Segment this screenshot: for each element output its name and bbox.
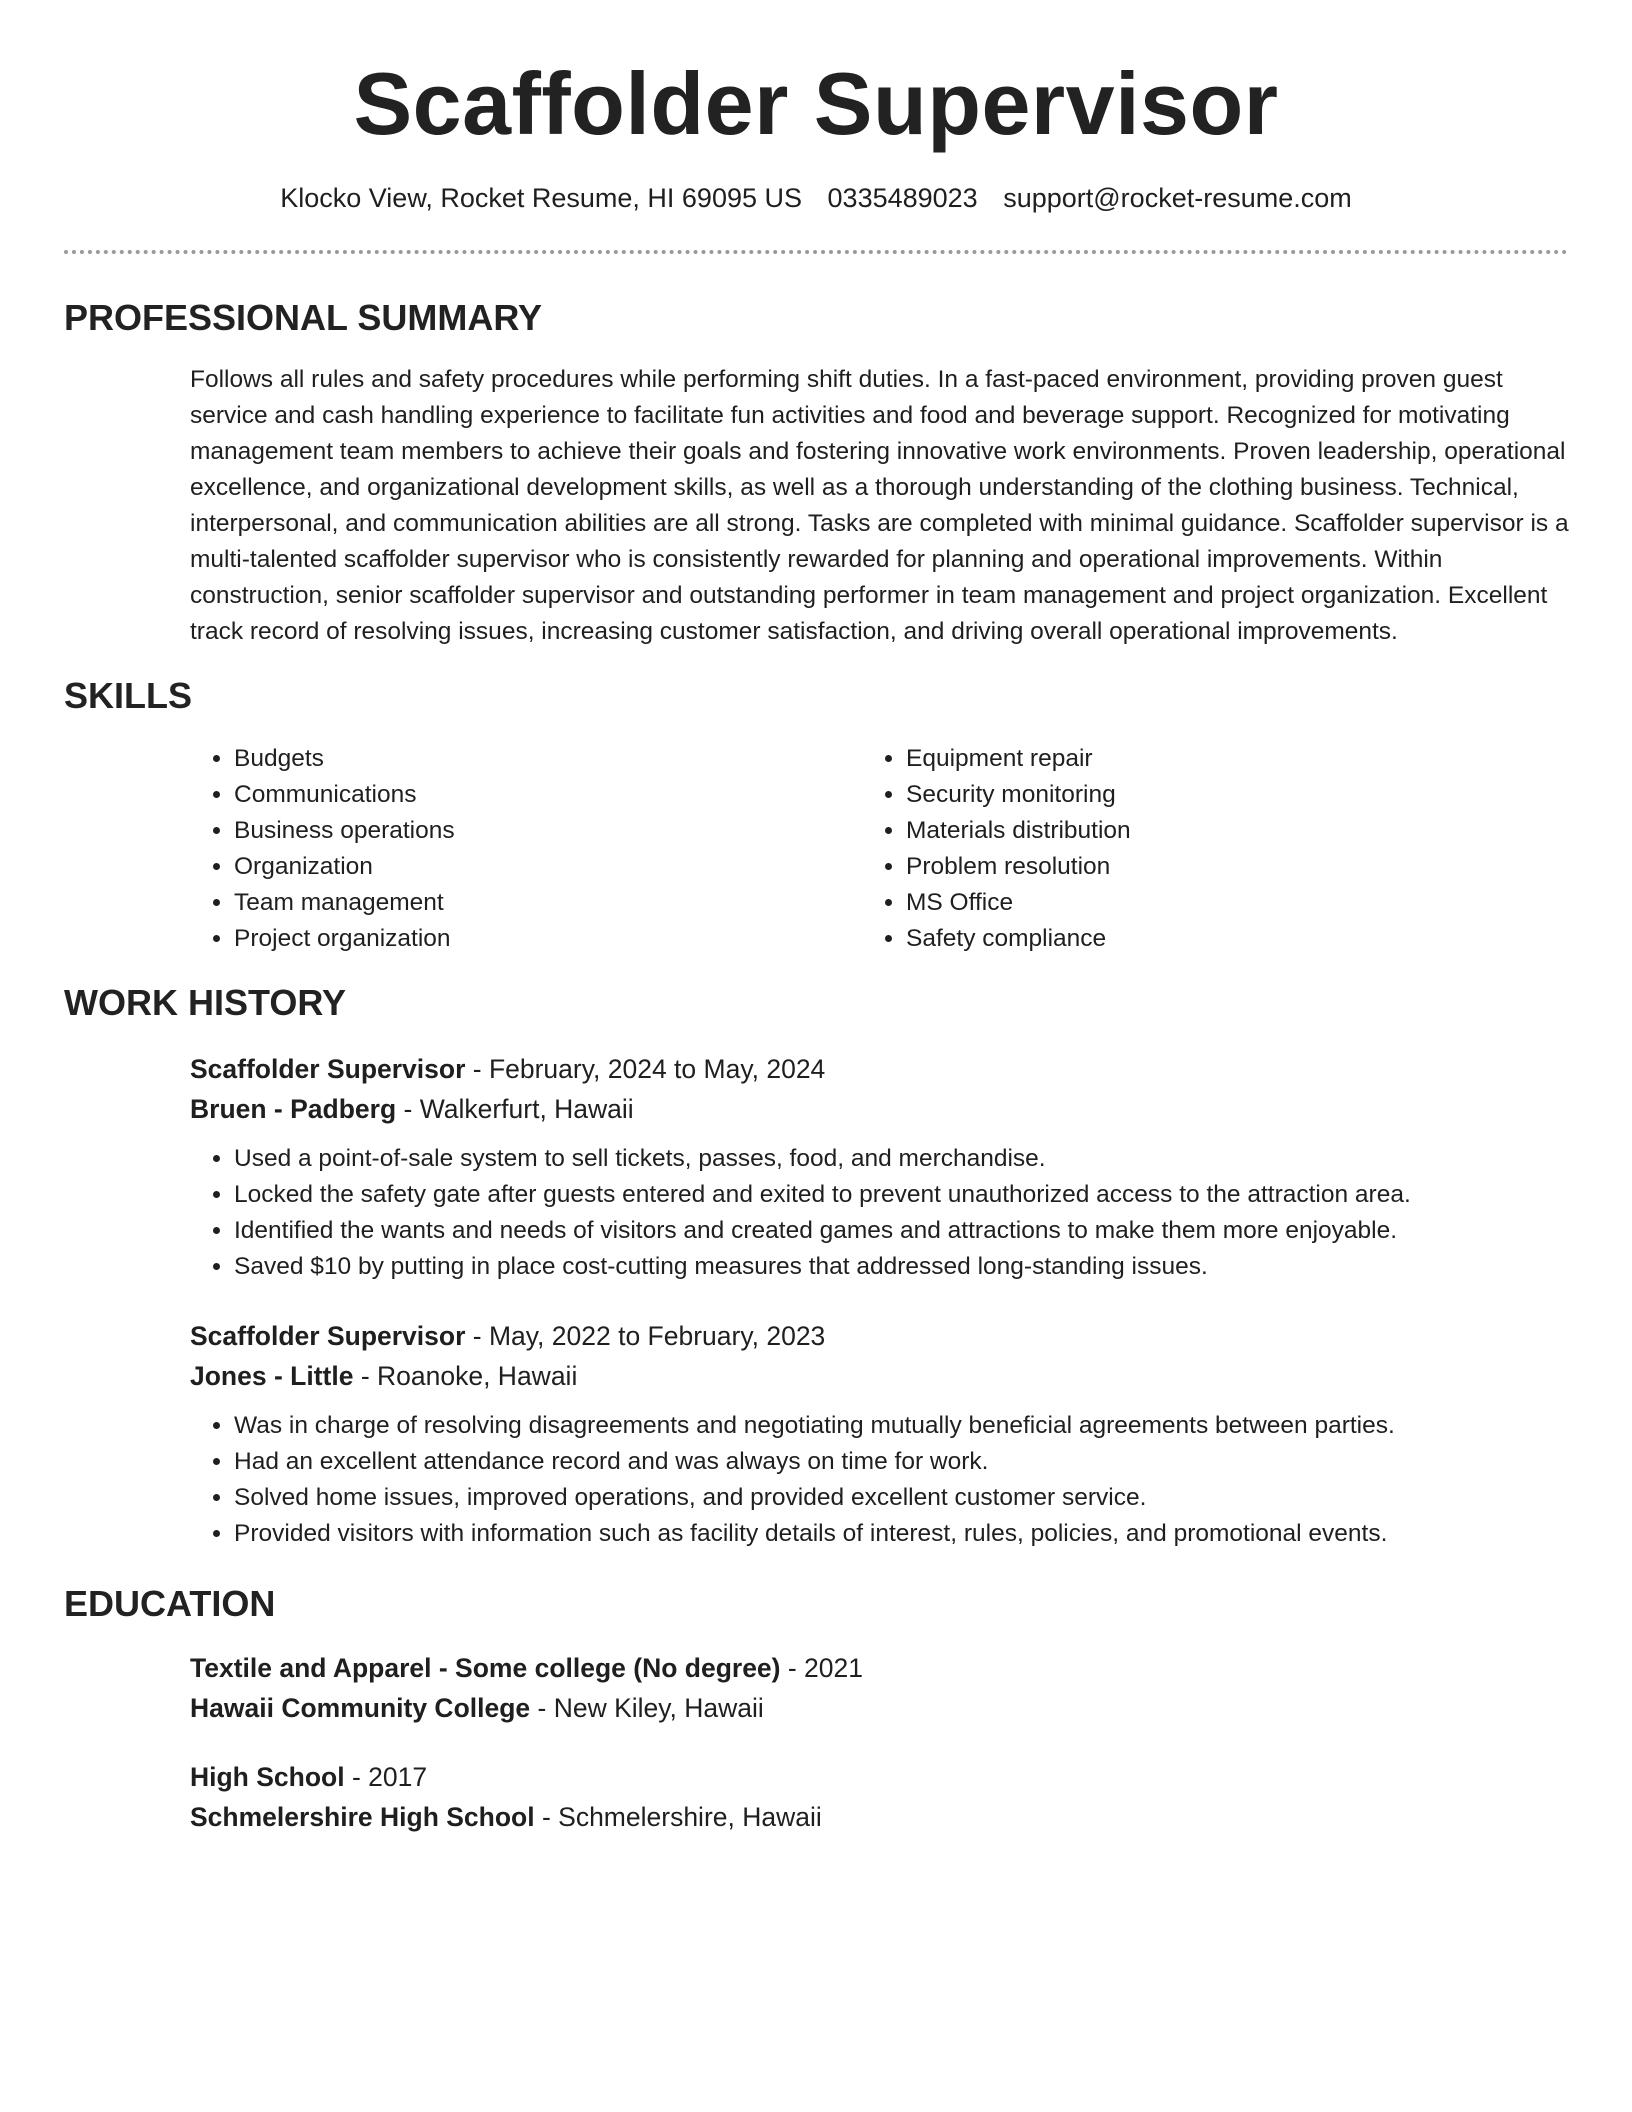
skill-item: • MS Office — [906, 885, 1502, 921]
skill-item: • Organization — [234, 849, 830, 885]
contact-address: Klocko View, Rocket Resume, HI 69095 US — [280, 183, 803, 213]
job-bullet: • Was in charge of resolving disagreements and negotiating mutually beneficial agreements between parties. — [234, 1408, 1570, 1444]
job-company-line — [190, 1356, 1570, 1396]
summary-heading: PROFESSIONAL SUMMARY — [64, 297, 543, 338]
job-entry — [190, 1316, 1570, 1552]
skill-item: • Team management — [234, 885, 830, 921]
job-bullet: • Provided visitors with information such as facility details of interest, rules, policies, and promotional events. — [234, 1516, 1570, 1552]
candidate-name: Scaffolder Supervisor — [353, 54, 1279, 153]
skills-right-column — [862, 741, 1502, 957]
job-location: - Walkerfurt, Hawaii — [396, 1094, 634, 1124]
job-entry — [190, 1049, 1570, 1285]
job-company-line — [190, 1089, 1570, 1129]
job-bullet: • Solved home issues, improved operations, and provided excellent customer service. — [234, 1480, 1570, 1516]
job-role: Scaffolder Supervisor — [190, 1054, 466, 1084]
skills-heading: SKILLS — [64, 675, 193, 716]
job-title-line — [190, 1049, 1570, 1089]
skill-item: • Safety compliance — [906, 921, 1502, 957]
job-location: - Roanoke, Hawaii — [353, 1361, 578, 1391]
summary-text: Follows all rules and safety procedures while performing shift duties. In a fast-paced environment, providing proven guest service and cash handling experience to facilitate fun activities and food and beverage support. Recognized for motivating management team members to achieve their goals and fostering innovative work environments. Proven leadership, operational excellence, and organizational development skills, as well as a thorough understanding of the clothing business. Technical, interpersonal, and communication abilities are all strong. Tasks are completed with minimal guidance. Scaffolder supervisor is a multi-talented scaffolder supervisor who is consistently rewarded for planning and operational improvements. Within construction, senior scaffolder supervisor and outstanding performer in team management and project organization. Excellent track record of resolving issues, increasing customer satisfaction, and driving overall operational improvements. — [190, 366, 1569, 645]
skill-item: • Business operations — [234, 813, 830, 849]
skill-item: • Equipment repair — [906, 741, 1502, 777]
skill-item: • Materials distribution — [906, 813, 1502, 849]
education-year: - 2021 — [780, 1653, 864, 1683]
job-bullet: • Used a point-of-sale system to sell tickets, passes, food, and merchandise. — [234, 1141, 1570, 1177]
education-school-line — [190, 1688, 1570, 1728]
resume-header — [0, 48, 1632, 216]
job-bullet: • Had an excellent attendance record and was always on time for work. — [234, 1444, 1570, 1480]
summary-section — [190, 362, 1570, 650]
education-location: - New Kiley, Hawaii — [530, 1693, 764, 1723]
education-entry — [190, 1648, 1570, 1728]
skills-left-column — [190, 741, 830, 957]
education-year: - 2017 — [344, 1762, 428, 1792]
job-bullet: • Locked the safety gate after guests entered and exited to prevent unauthorized access to the attraction area. — [234, 1177, 1570, 1213]
job-bullets — [190, 1408, 1570, 1552]
skill-item: • Budgets — [234, 741, 830, 777]
skill-item: • Communications — [234, 777, 830, 813]
skill-item: • Security monitoring — [906, 777, 1502, 813]
job-title-line — [190, 1316, 1570, 1356]
work-history-heading: WORK HISTORY — [64, 982, 347, 1023]
contact-line — [0, 180, 1632, 216]
job-company: Bruen - Padberg — [190, 1094, 397, 1124]
job-dates: - May, 2022 to February, 2023 — [465, 1321, 826, 1351]
contact-email: support@rocket-resume.com — [1003, 183, 1352, 213]
job-bullet: • Saved $10 by putting in place cost-cutting measures that addressed long-standing issues. — [234, 1249, 1570, 1285]
skill-item: • Project organization — [234, 921, 830, 957]
education-school: Hawaii Community College — [190, 1693, 531, 1723]
job-dates: - February, 2024 to May, 2024 — [465, 1054, 826, 1084]
job-role: Scaffolder Supervisor — [190, 1321, 466, 1351]
education-entry — [190, 1757, 1570, 1837]
education-heading: EDUCATION — [64, 1583, 276, 1624]
header-divider — [64, 250, 1568, 254]
education-degree: Textile and Apparel - Some college (No degree) — [190, 1653, 781, 1683]
education-school-line — [190, 1797, 1570, 1837]
contact-phone: 0335489023 — [827, 183, 978, 213]
education-location: - Schmelershire, Hawaii — [534, 1802, 822, 1832]
education-degree-line — [190, 1648, 1570, 1688]
job-bullet: • Identified the wants and needs of visitors and created games and attractions to make them more enjoyable. — [234, 1213, 1570, 1249]
job-company: Jones - Little — [190, 1361, 354, 1391]
skill-item: • Problem resolution — [906, 849, 1502, 885]
education-degree: High School — [190, 1762, 345, 1792]
education-degree-line — [190, 1757, 1570, 1797]
education-school: Schmelershire High School — [190, 1802, 535, 1832]
job-bullets — [190, 1141, 1570, 1285]
